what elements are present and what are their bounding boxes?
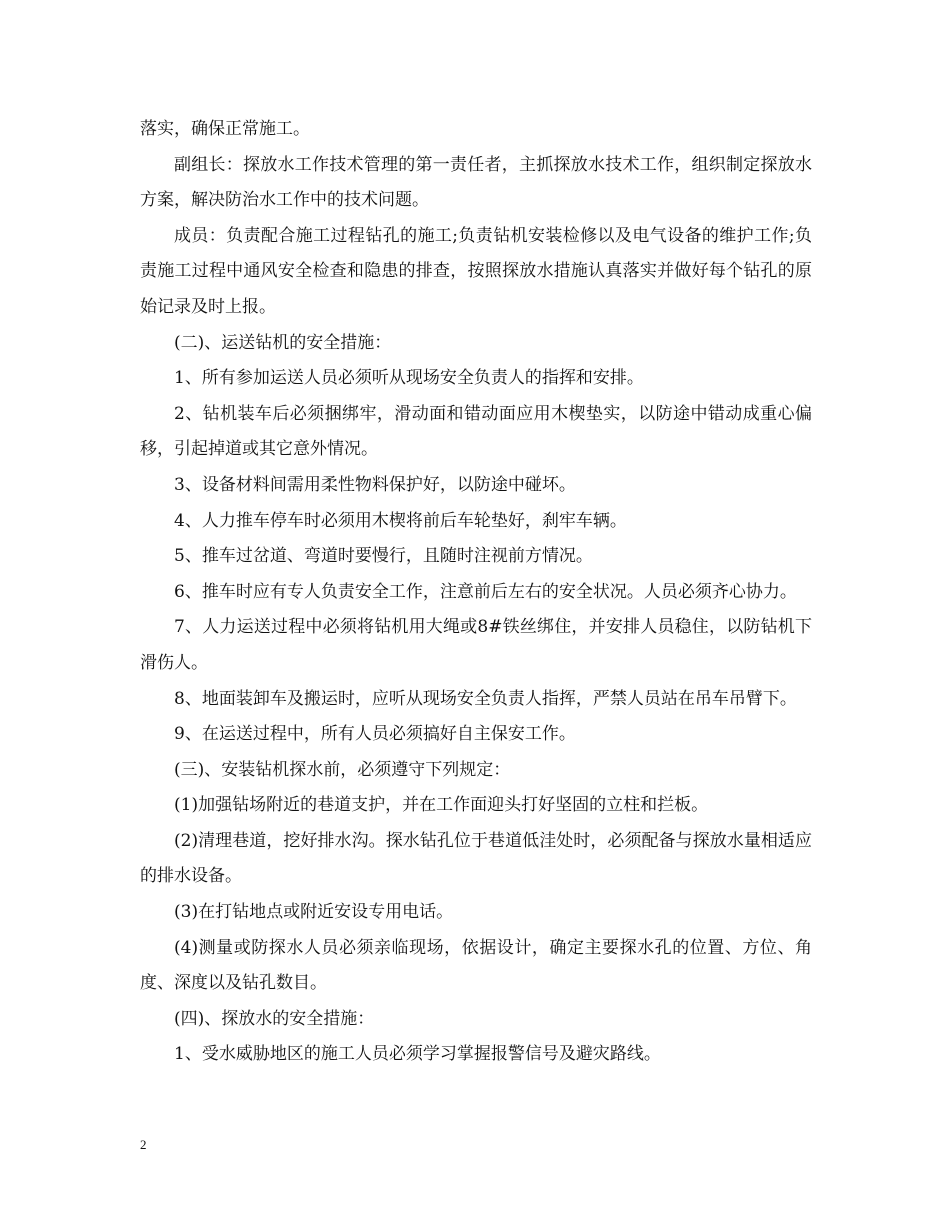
- list-item: 4、人力推车停车时必须用木楔将前后车轮垫好，刹牢车辆。: [174, 510, 627, 531]
- list-item: (1)加强钻场附近的巷道支护，并在工作面迎头打好坚固的立柱和拦板。: [174, 795, 709, 816]
- list-item: 5、推车过岔道、弯道时要慢行，且随时注视前方情况。: [174, 546, 593, 567]
- list-item: 9、在运送过程中，所有人员必须搞好自主保安工作。: [174, 724, 576, 745]
- section-heading: (二)、运送钻机的安全措施：: [174, 332, 392, 353]
- paragraph: 副组长：探放水工作技术管理的第一责任者，主抓探放水技术工作，组织制定探放水方案，解决防治水工作中的技术问题。: [140, 154, 812, 211]
- list-item: 6、推车时应有专人负责安全工作，注意前后左右的安全状况。人员必须齐心协力。: [174, 581, 797, 602]
- document-body: [140, 112, 812, 1073]
- list-item: (4)测量或防探水人员必须亲临现场，依据设计，确定主要探水孔的位置、方位、角度、深度以及钻孔数目。: [140, 937, 812, 994]
- list-item: 3、设备材料间需用柔性物料保护好，以防途中碰坏。: [174, 474, 576, 495]
- list-item: 8、地面装卸车及搬运时，应听从现场安全负责人指挥，严禁人员站在吊车吊臂下。: [174, 688, 797, 709]
- section-heading: (四)、探放水的安全措施：: [174, 1008, 375, 1029]
- list-item: 2、钻机装车后必须捆绑牢，滑动面和错动面应用木楔垫实，以防途中错动成重心偏移，引起掉道或其它意外情况。: [140, 403, 812, 460]
- paragraph: 成员：负责配合施工过程钻孔的施工;负责钻机安装检修以及电气设备的维护工作;负责施工过程中通风安全检查和隐患的排查，按照探放水措施认真落实并做好每个钻孔的原始记录及时上报。: [140, 225, 812, 317]
- list-item: (3)在打钻地点或附近安设专用电话。: [174, 902, 454, 923]
- list-item: (2)清理巷道，挖好排水沟。探水钻孔位于巷道低洼处时，必须配备与探放水量相适应的排水设备。: [140, 830, 812, 887]
- page-number: 2: [140, 1137, 147, 1152]
- paragraph: 落实，确保正常施工。: [140, 119, 310, 139]
- list-item: 1、受水威胁地区的施工人员必须学习掌握报警信号及避灾路线。: [174, 1044, 661, 1065]
- list-item: 7、人力运送过程中必须将钻机用大绳或8#铁丝绑住，并安排人员稳住，以防钻机下滑伤人。: [140, 617, 812, 673]
- section-heading: (三)、安装钻机探水前，必须遵守下列规定：: [174, 759, 511, 780]
- list-item: 1、所有参加运送人员必须听从现场安全负责人的指挥和安排。: [174, 368, 644, 389]
